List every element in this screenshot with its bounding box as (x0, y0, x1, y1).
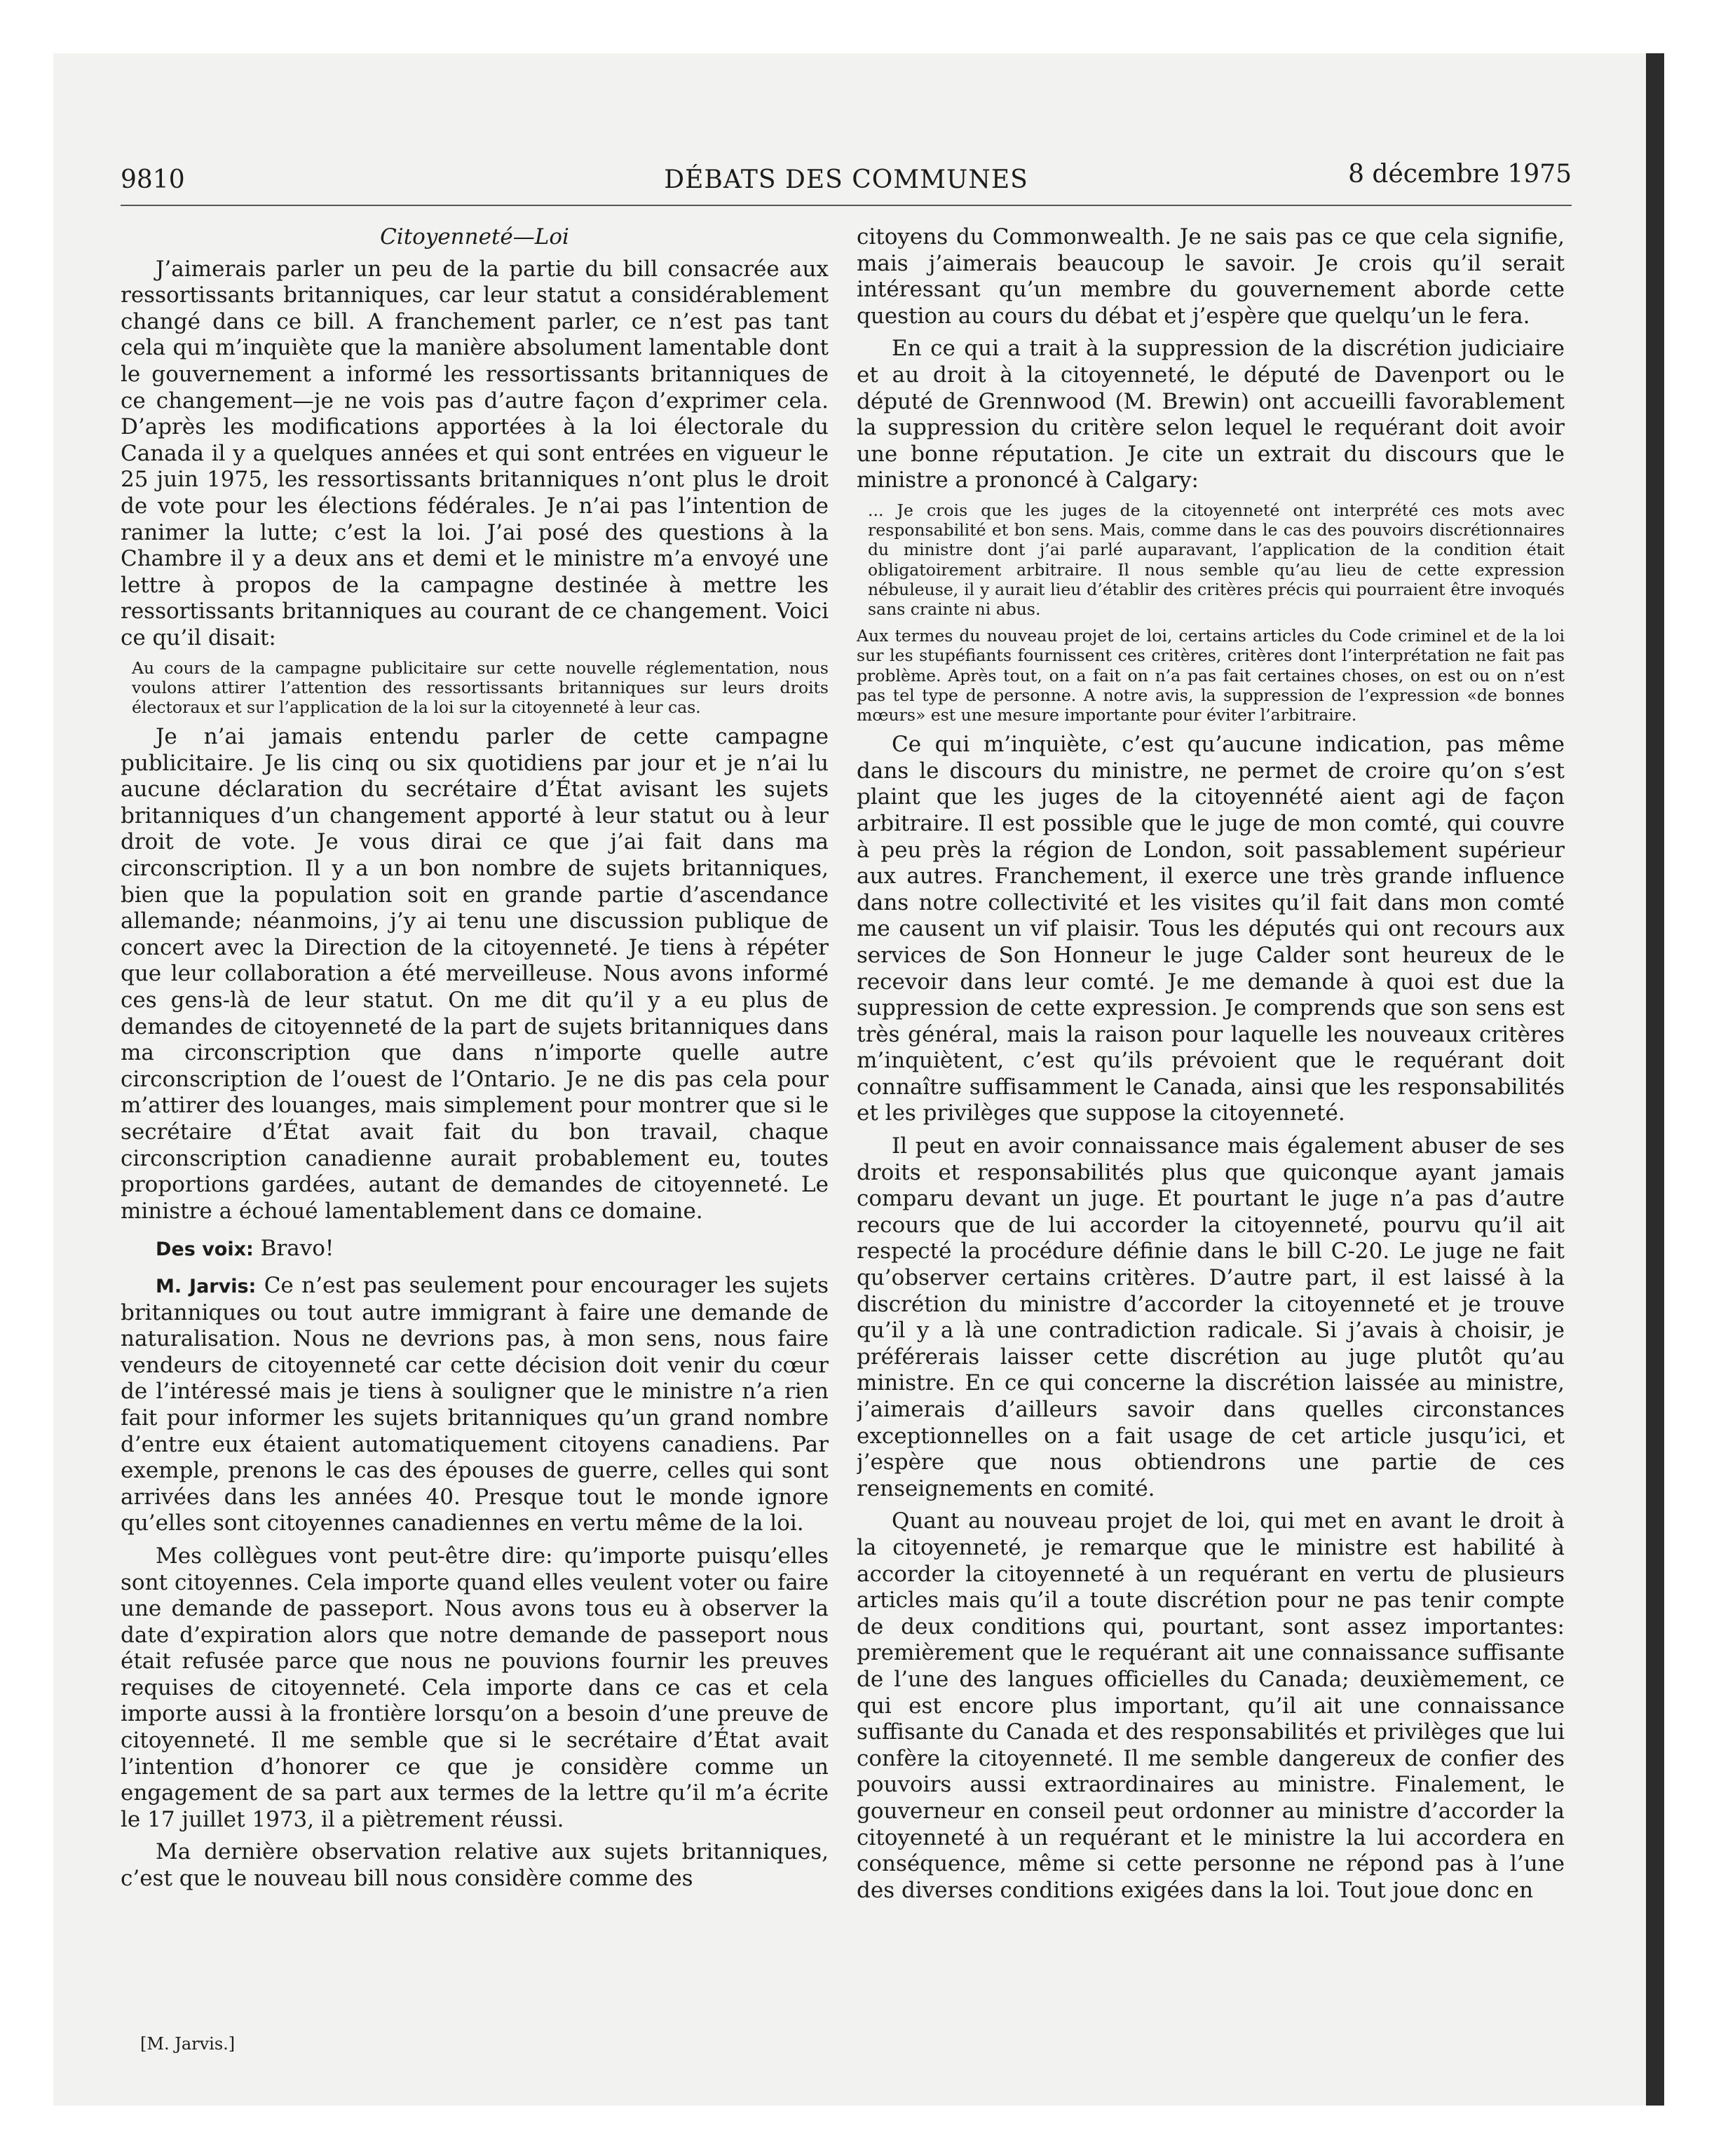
paragraph: J’aimerais parler un peu de la partie du bill consacrée aux ressortissants britanniques, car leur statut a considérablement changé dans ce bill. A franchement parler, ce n’est pas tant cela qui m’inquiète que la manière absolument lamentable dont le gouvernement a informé les ressortissants britanniques de ce changement—je ne vois pas d’autre façon d’exprimer cela. D’après les modifications apportées à la loi électorale du Canada il y a quelques années et qui sont entrées en vigueur le 25 juin 1975, les ressortissants britanniques n’ont plus le droit de vote pour les élections fédérales. Je n’ai pas l’intention de ranimer la lutte; c’est la loi. J’ai posé des questions à la Chambre il y a deux ans et demi et le ministre m’a envoyé une lettre à propos de la campagne destinée à mettre les ressortissants britanniques au courant de ce changement. Voici ce qu’il disait: (121, 256, 829, 650)
quotation: ... Je crois que les juges de la citoyenneté ont interprété ces mots avec responsabilité et bon sens. Mais, comme dans le cas des pouvoirs discrétionnaires du ministre dont j’ai parlé auparavant, l’application de la condition était obligatoirement arbitraire. Il nous semble qu’au lieu de cette expression nébuleuse, il y aurait lieu d’établir des critères précis qui pourraient être invoqués sans crainte ni abus. (868, 500, 1565, 619)
interjection-text: Bravo! (253, 1236, 334, 1262)
paragraph-continued: citoyens du Commonwealth. Je ne sais pas ce que cela signifie, mais j’aimerais beaucoup le savoir. Je crois qu’il serait intéressant qu’un membre du gouvernement aborde cette question au cours du débat et j’espère que quelqu’un le fera. (857, 224, 1565, 329)
page-header (121, 160, 1572, 202)
left-column (121, 224, 829, 2075)
speaker-note: [M. Jarvis.] (140, 2034, 236, 2054)
speech (121, 1273, 829, 1537)
quotation: Au cours de la campagne publicitaire sur cette nouvelle réglementation, nous voulons attirer l’attention des ressortissants britanniques sur leurs droits électoraux et sur l’application de la loi sur la citoyenneté à leur cas. (132, 657, 829, 717)
paragraph: Ce qui m’inquiète, c’est qu’aucune indication, pas même dans le discours du ministre, ne permet de croire qu’on s’est plaint que les juges de la citoyennété aient agi de façon arbitraire. Il est possible que le juge de mon comté, qui couvre à peu près la région de London, soit passablement supérieur aux autres. Franchement, il exerce une très grande influence dans notre collectivité et les visites qu’il fait dans mon comté me causent un vif plaisir. Tous les députés qui ont recours aux services de Son Honneur le juge Calder sont heureux de le recevoir dans leur comté. Je me demande à quoi est due la suppression de cette expression. Je comprends que son sens est très général, mais la raison pour laquelle les nouveaux critères m’inquiètent, c’est qu’ils prévoient que le requérant doit connaître suffisamment le Canada, ainsi que les responsabilités et les privilèges que suppose la citoyenneté. (857, 732, 1565, 1126)
right-column (857, 224, 1565, 2075)
paragraph: Ma dernière observation relative aux sujets britanniques, c’est que le nouveau bill nous considère comme des (121, 1839, 829, 1892)
paragraph: Quant au nouveau projet de loi, qui met en avant le droit à la citoyenneté, je remarque que le ministre est habilité à accorder la citoyenneté à un requérant en vertu de plusieurs articles mais qu’il a toute discrétion pour ne pas tenir compte de deux conditions qui, pourtant, sont assez importantes: premièrement que le requérant ait une connaissance suffisante de l’une des langues officielles du Canada; deuxièmement, ce qui est encore plus important, qu’il ait une connaissance suffisante du Canada et des responsabilités et privilèges que lui confère la citoyenneté. Il me semble dangereux de confier des pouvoirs aussi extraordinaires au ministre. Finalement, le gouverneur en conseil peut ordonner au ministre d’accorder la citoyenneté à un requérant et le ministre la lui accordera en conséquence, même si cette personne ne répond pas à l’une des diverses conditions exigées dans la loi. Tout joue donc en (857, 1508, 1565, 1903)
header-rule (121, 205, 1572, 206)
paragraph: En ce qui a trait à la suppression de la discrétion judiciaire et au droit à la citoyenneté, le député de Davenport ou le député de Grennwood (M. Brewin) ont accueilli favorablement la suppression du critère selon lequel le requérant doit avoir une bonne réputation. Je cite un extrait du discours que le ministre a prononcé à Calgary: (857, 336, 1565, 493)
quotation: Aux termes du nouveau projet de loi, certains articles du Code criminel et de la loi sur les stupéfiants fournissent ces critères, critères dont l’interprétation ne fait pas problème. Après tout, on a fait on n’a pas fait certaines choses, on est ou on n’est pas tel type de personne. A notre avis, la suppression de l’expression «de bonnes mœurs» est une mesure importante pour éviter l’arbitraire. (857, 626, 1565, 725)
paragraph: Je n’ai jamais entendu parler de cette campagne publicitaire. Je lis cinq ou six quotidiens par jour et je n’ai lu aucune déclaration du secrétaire d’État avisant les sujets britanniques d’un changement apporté à leur statut ou à leur droit de vote. Je vous dirai ce que j’ai fait dans ma circonscription. Il y a un bon nombre de sujets britanniques, bien que la population soit en grande partie d’ascendance allemande; néanmoins, j’y ai tenu une discussion publique de concert avec la Direction de la citoyenneté. Je tiens à répéter que leur collaboration a été merveilleuse. Nous avons informé ces gens-là de leur statut. On me dit qu’il y a eu plus de demandes de citoyenneté de la part de sujets britanniques dans ma circonscription que dans n’importe quelle autre circonscription de l’ouest de l’Ontario. Je ne dis pas cela pour m’attirer des louanges, mais simplement pour montrer que si le secrétaire d’État avait fait du bon travail, chaque circonscription canadienne aurait probablement eu, toutes proportions gardées, autant de demandes de citoyenneté. Le ministre a échoué lamentablement dans ce domaine. (121, 724, 829, 1224)
publication-title: DÉBATS DES COMMUNES (664, 165, 1028, 194)
speaker-name: Des voix: (156, 1239, 254, 1261)
speaker-name: M. Jarvis: (156, 1275, 257, 1297)
paragraph: Mes collègues vont peut-être dire: qu’importe puisqu’elles sont citoyennes. Cela importe quand elles veulent voter ou faire une demande de passeport. Nous avons tous eu à observer la date d’expiration alors que notre demande de passeport nous était refusée parce que nous ne pouvions fournir les preuves requises de citoyenneté. Cela importe dans ce cas et cela importe aussi à la frontière lorsqu’on a besoin d’une preuve de citoyenneté. Il me semble que si le secrétaire d’État avait l’intention d’honorer ce que je considère comme un engagement de sa part aux termes de la lettre qu’il m’a écrite le 17 juillet 1973, il a piètrement réussi. (121, 1543, 829, 1832)
section-title: Citoyenneté—Loi (380, 224, 569, 250)
page-date: 8 décembre 1975 (1348, 160, 1572, 189)
speech-text: Ce n’est pas seulement pour encourager les sujets britanniques ou tout autre immigrant à faire une demande de naturalisation. Nous ne devrions pas, à mon sens, nous faire vendeurs de citoyenneté car cette décision doit venir du cœur de l’intéressé mais je tiens à souligner que le ministre n’a rien fait pour informer les sujets britanniques qu’un grand nombre d’entre eux étaient automatiquement citoyens canadiens. Par exemple, prenons le cas des épouses de guerre, celles qui sont arrivées dans les années 40. Presque tout le monde ignore qu’elles sont citoyennes canadiennes en vertu même de la loi. (121, 1272, 829, 1536)
paragraph: Il peut en avoir connaissance mais également abuser de ses droits et responsabilités plus que quiconque ayant jamais comparu devant un juge. Et pourtant le juge n’a pas d’autre recours que de lui accorder la citoyenneté, pourvu qu’il ait respecté la procédure définie dans le bill C-20. Le juge ne fait qu’observer certains critères. D’autre part, il est laissé à la discrétion du ministre d’accorder la citoyenneté et je trouve qu’il y a là une contradiction radicale. Si j’avais à choisir, je préférerais laisser cette discrétion au juge plutôt qu’au ministre. En ce qui concerne la discrétion laissée au ministre, j’aimerais d’ailleurs savoir dans quelles circonstances exceptionnelles on a fait usage de cet article jusqu’ici, et j’espère que nous obtiendrons une partie de ces renseignements en comité. (857, 1133, 1565, 1501)
page-number: 9810 (121, 165, 185, 194)
scan-edge-bar (1646, 53, 1664, 2106)
interjection (121, 1236, 829, 1263)
